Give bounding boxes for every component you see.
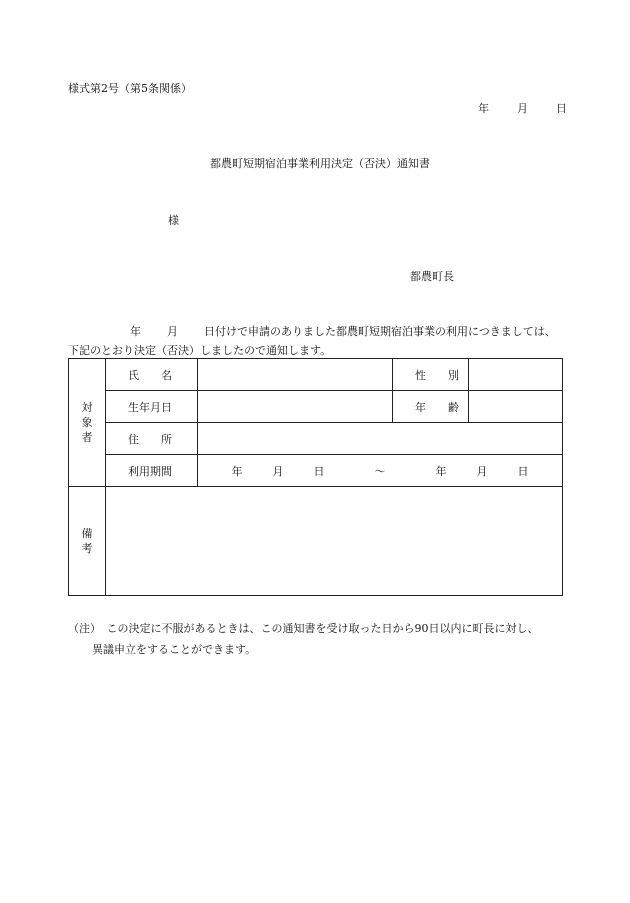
- period-start-month: 月: [272, 464, 284, 478]
- name-label: 氏 名: [106, 359, 198, 391]
- period-field[interactable]: [198, 455, 563, 487]
- period-tilde: ～: [374, 464, 386, 478]
- intro-year: 年: [130, 325, 141, 338]
- address-field[interactable]: [198, 423, 563, 455]
- age-field[interactable]: [469, 391, 563, 423]
- date-day: 日: [556, 102, 567, 115]
- form-number: 様式第2号（第5条関係）: [68, 82, 192, 95]
- footnote-line2: 異議申立をすることができます。: [92, 643, 257, 656]
- recipient-suffix: 様: [168, 214, 179, 227]
- age-label: 年 齢: [393, 391, 469, 423]
- target-person-label: 対 象 者: [69, 359, 106, 487]
- birthdate-label: 生年月日: [106, 391, 198, 423]
- issuer: 都農町長: [410, 270, 454, 283]
- period-start-day: 日: [313, 464, 325, 478]
- date-month: 月: [517, 102, 528, 115]
- notes-field[interactable]: [106, 487, 563, 596]
- date-year: 年: [478, 102, 489, 115]
- notes-label: 備 考: [69, 487, 106, 596]
- period-end-year: 年: [435, 464, 447, 478]
- document-title: 都農町短期宿泊事業利用決定（否決）通知書: [210, 157, 430, 170]
- gender-label: 性 別: [393, 359, 469, 391]
- birthdate-field[interactable]: [198, 391, 393, 423]
- issue-date: [478, 100, 567, 116]
- footnote: [68, 618, 568, 660]
- period-label: 利用期間: [106, 455, 198, 487]
- intro-month: 月: [167, 325, 178, 338]
- address-label: 住 所: [106, 423, 198, 455]
- intro-text: 日付けで申請のありました都農町短期宿泊事業の利用につきましては、下記のとおり決定（否決）しましたので通知します。: [68, 325, 556, 357]
- footnote-line1: （注） この決定に不服があるときは、この通知書を受け取った日から90日以内に町長に対し、: [68, 622, 539, 635]
- period-end-day: 日: [517, 464, 529, 478]
- name-field[interactable]: [198, 359, 393, 391]
- period-start-year: 年: [231, 464, 243, 478]
- gender-field[interactable]: [469, 359, 563, 391]
- applicant-table: [68, 358, 563, 596]
- intro-paragraph: [68, 322, 563, 360]
- period-end-month: 月: [476, 464, 488, 478]
